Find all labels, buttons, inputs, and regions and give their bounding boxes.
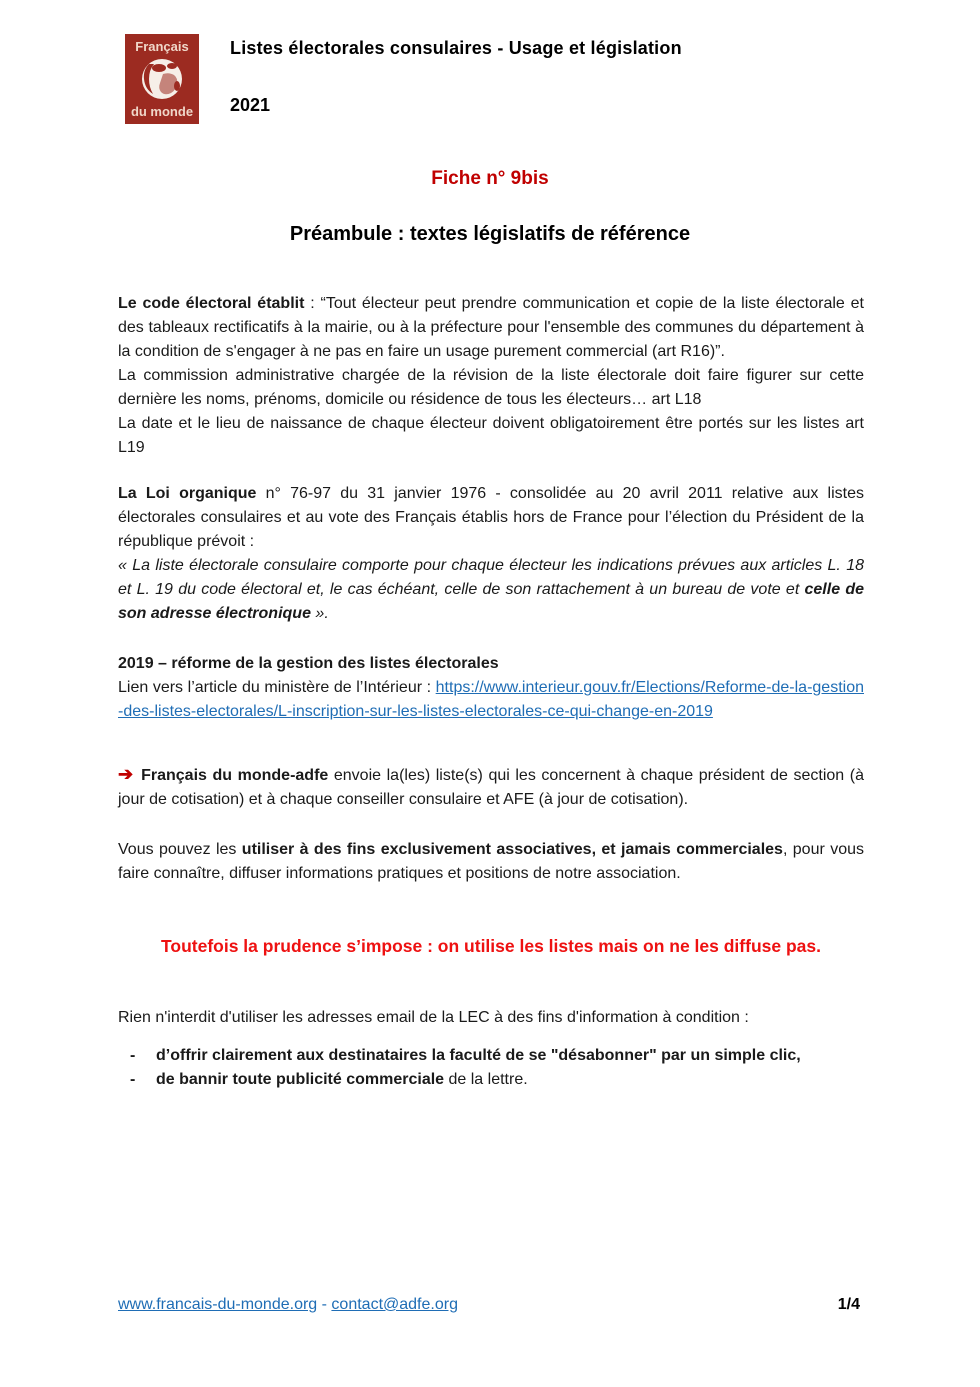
paragraph-usage — [118, 838, 864, 886]
bullet-dash: - — [130, 1047, 136, 1064]
envoi-text: envoie la(les) liste(s) qui les concernent à chaque président de section (à jour de cotisation) et à chaque conseiller consulaire et AFE (à jour de cotisation). — [118, 767, 865, 808]
logo-text-bottom: du monde — [130, 104, 194, 119]
citation-end: ». — [310, 605, 329, 622]
conditions-list — [118, 1044, 864, 1092]
bullet-text — [156, 1044, 801, 1068]
code-electoral-lead: Le code électoral établit — [118, 295, 305, 312]
paragraph-lien-ministere — [118, 676, 864, 724]
list-item — [118, 1044, 864, 1068]
bullet-rest: de la lettre. — [444, 1071, 528, 1088]
envoi-bold: Français du monde-adfe — [141, 767, 329, 784]
francais-du-monde-logo — [125, 34, 199, 124]
paragraph-loi-organique — [118, 482, 864, 554]
code-electoral-text: : “Tout électeur peut prendre communication et copie de la liste électorale et des tableaux rectificatifs à la mairie, ou à la préfecture pour l'ensemble des communes du département à la condition de s'engager à ne pas en faire un usage purement commercial (art R16)”. — [118, 295, 864, 360]
paragraph-commission: La commission administrative chargée de la révision de la liste électorale doit faire figurer sur cette dernière les noms, prénoms, domicile ou résidence de tous les électeurs… art L18 — [118, 367, 864, 408]
document-header — [0, 0, 980, 124]
bullet-bold: d’offrir clairement aux destinataires la faculté de se "désabonner" par un simple clic, — [156, 1047, 801, 1064]
paragraph-condition: Rien n'interdit d'utiliser les adresses email de la LEC à des fins d'information à condition : — [118, 1009, 749, 1026]
usage-start: Vous pouvez les — [118, 841, 242, 858]
heading-2019-reforme: 2019 – réforme de la gestion des listes électorales — [118, 655, 499, 672]
preambule-heading: Préambule : textes législatifs de référence — [289, 223, 691, 245]
header-text-block — [230, 34, 682, 116]
globe-icon — [139, 56, 185, 102]
document-body — [118, 292, 864, 1092]
usage-end: , pour vous faire connaître, diffuser informations pratiques et positions de notre association. — [118, 841, 864, 882]
website-link[interactable]: www.francais-du-monde.org — [118, 1296, 318, 1313]
paragraph-envoi-listes — [118, 762, 864, 812]
document-year: 2021 — [230, 95, 271, 115]
lien-label: Lien vers l’article du ministère de l’Intérieur : — [118, 679, 436, 696]
logo-text-top: Français — [135, 39, 189, 54]
page-footer — [118, 1296, 860, 1314]
footer-links — [118, 1296, 458, 1314]
page-number: 1/4 — [837, 1296, 860, 1313]
loi-organique-text: n° 76-97 du 31 janvier 1976 - consolidée au 20 avril 2011 relative aux listes électorales consulaires et au vote des Français établis hors de France pour l’élection du Président de la république prévoit : — [118, 485, 865, 550]
list-item — [118, 1068, 864, 1092]
paragraph-date-naissance: La date et le lieu de naissance de chaque électeur doivent obligatoirement être portés sur les listes art L19 — [118, 415, 864, 456]
document-title: Listes électorales consulaires - Usage et législation — [230, 38, 682, 58]
bullet-dash: - — [130, 1071, 136, 1088]
fiche-heading: Fiche n° 9bis — [431, 168, 549, 189]
footer-separator: - — [317, 1296, 332, 1313]
interieur-gouv-link[interactable]: https://www.interieur.gouv.fr/Elections/Reforme-de-la-gestion-des-listes-electorales/L-inscription-sur-les-listes-electorales-ce-qui-change-en-2019 — [118, 679, 864, 720]
bullet-text — [156, 1068, 528, 1092]
contact-email-link[interactable]: contact@adfe.org — [331, 1296, 458, 1313]
citation-bold: celle de son adresse électronique — [118, 581, 864, 622]
loi-organique-lead: La Loi organique — [118, 485, 257, 502]
bullet-bold: de bannir toute publicité commerciale — [156, 1071, 445, 1088]
paragraph-citation — [118, 554, 864, 626]
red-arrow-icon: ➔ — [118, 764, 134, 784]
warning-statement: Toutefois la prudence s’impose : on utilise les listes mais on ne les diffuse pas. — [161, 936, 821, 956]
usage-bold: utiliser à des fins exclusivement associatives, et jamais commerciales — [241, 841, 783, 858]
citation-start: « La liste électorale consulaire comporte pour chaque électeur les indications prévues aux articles L. 18 et L. 19 du code électoral et, le cas échéant, celle de son rattachement à un bureau de vote et — [118, 557, 864, 598]
paragraph-code-electoral — [118, 292, 864, 364]
